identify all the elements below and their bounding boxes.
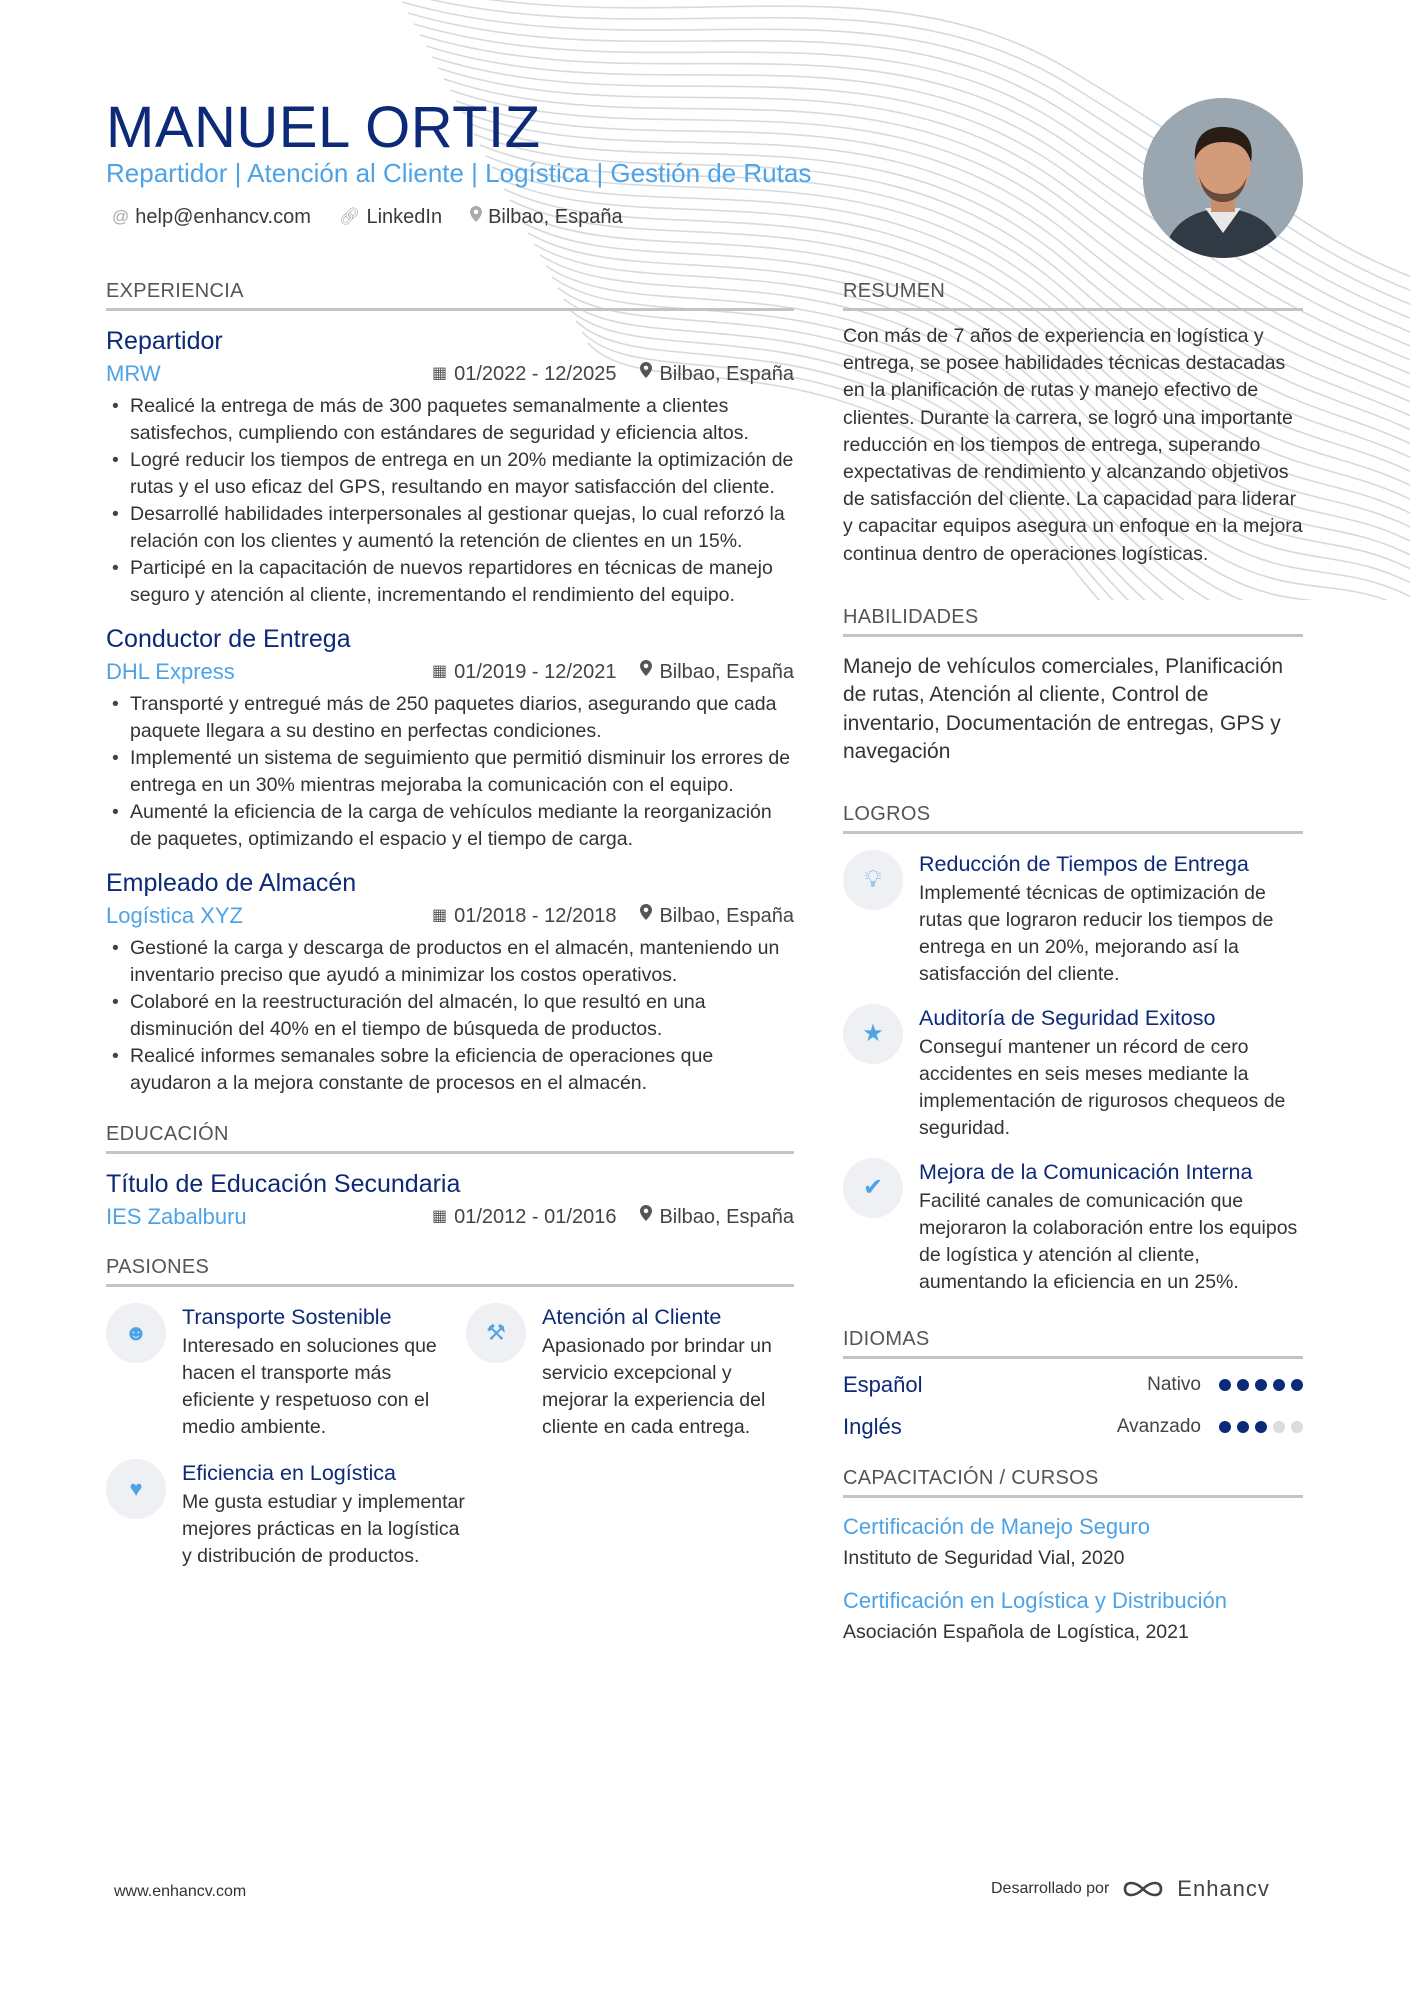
bullet-item: • Gestioné la carga y descarga de productos en el almacén, manteniendo un inventario preciso que ayudó a minimizar los costos operativos. [106, 935, 794, 989]
job-company: Logística XYZ [106, 903, 243, 928]
section-title-passions: PASIONES [106, 1254, 794, 1287]
achievement-desc: Conseguí mantener un récord de cero accidentes en seis meses mediante la implementación de rigurosos chequeos de seguridad. [919, 1035, 1286, 1139]
lightbulb-icon: 💡︎ [843, 850, 903, 910]
course-sub: Asociación Española de Logística, 2021 [843, 1620, 1189, 1643]
job-entry [106, 623, 794, 853]
section-title-experience: EXPERIENCIA [106, 278, 794, 311]
passion-title: Eficiencia en Logística [182, 1461, 396, 1485]
language-name: Español [843, 1371, 923, 1397]
candidate-name: MANUEL ORTIZ [106, 95, 541, 160]
right-column [843, 278, 1303, 1646]
passion-item [106, 1459, 466, 1570]
heart-icon: ♥ [106, 1459, 166, 1519]
achievement-item [843, 1158, 1303, 1296]
magic-wand-icon: ⚒ [466, 1303, 526, 1363]
contact-bar [112, 204, 623, 230]
skills-text: Manejo de vehículos comerciales, Planificación de rutas, Atención al cliente, Control de inventario, Documentación de entregas, GPS y navegación [843, 654, 1284, 764]
bullet-item: • Transporté y entregué más de 250 paquetes diarios, asegurando que cada paquete llegara a su destino en perfectas condiciones. [106, 691, 794, 745]
bullet-item: • Desarrollé habilidades interpersonales al gestionar quejas, lo cual reforzó la relación con los clientes y aumentó la retención de clientes en un 15%. [106, 501, 794, 555]
education-school: IES Zabalburu [106, 1204, 247, 1229]
passions-grid [106, 1303, 794, 1570]
footer-brand-name: Enhancv [1177, 1876, 1270, 1901]
education-degree: Título de Educación Secundaria [106, 1170, 461, 1198]
course-sub: Instituto de Seguridad Vial, 2020 [843, 1546, 1125, 1569]
language-level: Nativo [1147, 1373, 1201, 1395]
achievement-desc: Facilité canales de comunicación que mejoraron la colaboración entre los equipos de logística y atención al cliente, aumentando la eficiencia en un 25%. [919, 1189, 1298, 1293]
job-location: Bilbao, España [659, 661, 794, 683]
star-icon: ★ [843, 1004, 903, 1064]
passion-desc: Apasionado por brindar un servicio excepcional y mejorar la experiencia del cliente en cada entrega. [542, 1335, 772, 1438]
rating-dot [1273, 1379, 1285, 1391]
course-title: Certificación en Logística y Distribución [843, 1587, 1227, 1613]
language-name: Inglés [843, 1413, 902, 1439]
job-entry [106, 325, 794, 609]
location-icon [640, 359, 652, 389]
language-rating [1219, 1421, 1303, 1433]
section-title-education: EDUCACIÓN [106, 1121, 794, 1154]
leaf-head-icon: ☻ [106, 1303, 166, 1363]
left-column [106, 278, 794, 1570]
job-bullets [106, 393, 794, 609]
section-title-skills: HABILIDADES [843, 604, 1303, 637]
job-location: Bilbao, España [659, 363, 794, 385]
rating-dot [1255, 1421, 1267, 1433]
enhancv-logo-icon [1121, 1877, 1165, 1901]
contact-location-text: Bilbao, España [488, 206, 623, 228]
rating-dot [1219, 1421, 1231, 1433]
course-item [843, 1512, 1303, 1572]
achievement-title: Auditoría de Seguridad Exitoso [919, 1005, 1216, 1030]
profile-photo [1143, 98, 1303, 258]
job-entry [106, 867, 794, 1097]
location-icon [640, 1202, 652, 1232]
check-icon: ✔ [843, 1158, 903, 1218]
passion-title: Transporte Sostenible [182, 1305, 392, 1329]
job-location: Bilbao, España [659, 905, 794, 927]
rating-dot [1291, 1421, 1303, 1433]
calendar-icon: ▦ [431, 663, 448, 680]
location-icon [470, 204, 482, 230]
contact-location [470, 204, 623, 230]
job-dates: 01/2018 - 12/2018 [454, 905, 617, 927]
passion-item [106, 1303, 466, 1441]
section-title-summary: RESUMEN [843, 278, 1303, 311]
rating-dot [1219, 1379, 1231, 1391]
footer-powered-by: Desarrollado por [991, 1880, 1110, 1897]
section-title-languages: IDIOMAS [843, 1326, 1303, 1359]
language-rating [1219, 1379, 1303, 1391]
calendar-icon: ▦ [431, 365, 448, 382]
passion-desc: Me gusta estudiar y implementar mejores prácticas en la logística y distribución de productos. [182, 1491, 465, 1567]
achievement-desc: Implementé técnicas de optimización de rutas que lograron reducir los tiempos de entrega en un 20%, mejorando así la satisfacción del cliente. [919, 881, 1274, 985]
location-icon [640, 901, 652, 931]
achievement-item [843, 1004, 1303, 1142]
link-icon: 🔗︎ [338, 207, 361, 226]
contact-email-text: help@enhancv.com [135, 206, 311, 228]
contact-linkedin-text: LinkedIn [366, 206, 443, 228]
job-bullets [106, 935, 794, 1097]
bullet-item: • Implementé un sistema de seguimiento que permitió disminuir los errores de entrega en un 30% mientras mejoraba la comunicación con el equipo. [106, 745, 794, 799]
bullet-item: • Aumenté la eficiencia de la carga de vehículos mediante la reorganización de paquetes, optimizando el espacio y el tiempo de carga. [106, 799, 794, 853]
rating-dot [1291, 1379, 1303, 1391]
bullet-item: • Realicé la entrega de más de 300 paquetes semanalmente a clientes satisfechos, cumpliendo con estándares de seguridad y eficiencia altos. [106, 393, 794, 447]
job-dates: 01/2022 - 12/2025 [454, 363, 617, 385]
course-title: Certificación de Manejo Seguro [843, 1513, 1150, 1539]
footer-brand [991, 1876, 1270, 1902]
rating-dot [1255, 1379, 1267, 1391]
job-dates: 01/2019 - 12/2021 [454, 661, 617, 683]
bullet-item: • Colaboré en la reestructuración del almacén, lo que resultó en una disminución del 40% en el tiempo de búsqueda de productos. [106, 989, 794, 1043]
education-location: Bilbao, España [659, 1206, 794, 1228]
calendar-icon: ▦ [431, 907, 448, 924]
bullet-item: • Participé en la capacitación de nuevos repartidores en técnicas de manejo seguro y atención al cliente, incrementando el rendimiento del equipo. [106, 555, 794, 609]
passion-desc: Interesado en soluciones que hacen el transporte más eficiente y respetuoso con el medio ambiente. [182, 1335, 437, 1438]
location-icon [640, 657, 652, 687]
rating-dot [1237, 1421, 1249, 1433]
summary-text: Con más de 7 años de experiencia en logística y entrega, se posee habilidades técnicas destacadas en la planificación de rutas y manejo efectivo de clientes. Durante la carrera, se logró una importante reducción en los tiempos de entrega, superando expectativas de rendimiento y alcanzando objetivos de satisfacción del cliente. La capacidad para liderar y capacitar equipos asegura un enfoque en la mejora continua dentro de operaciones logísticas. [843, 325, 1303, 565]
education-dates: 01/2012 - 01/2016 [454, 1206, 617, 1228]
candidate-title: Repartidor | Atención al Cliente | Logística | Gestión de Rutas [106, 158, 812, 188]
job-role: Conductor de Entrega [106, 625, 351, 653]
achievement-title: Reducción de Tiempos de Entrega [919, 851, 1249, 876]
job-role: Repartidor [106, 327, 223, 355]
at-icon: @ [112, 207, 130, 226]
bullet-item: • Logré reducir los tiempos de entrega en un 20% mediante la optimización de rutas y el uso eficaz del GPS, resultando en mayor satisfacción del cliente. [106, 447, 794, 501]
achievement-title: Mejora de la Comunicación Interna [919, 1159, 1253, 1184]
language-row [843, 1411, 1303, 1443]
rating-dot [1273, 1421, 1285, 1433]
bullet-item: • Realicé informes semanales sobre la eficiencia de operaciones que ayudaron a la mejora constante de procesos en el almacén. [106, 1043, 794, 1097]
job-company: MRW [106, 361, 161, 386]
section-title-courses: CAPACITACIÓN / CURSOS [843, 1465, 1303, 1498]
passion-title: Atención al Cliente [542, 1305, 722, 1329]
language-level: Avanzado [1116, 1415, 1201, 1437]
calendar-icon: ▦ [431, 1208, 448, 1225]
contact-linkedin[interactable] [339, 204, 442, 230]
job-role: Empleado de Almacén [106, 869, 357, 897]
contact-email[interactable] [112, 204, 311, 230]
passion-item [466, 1303, 794, 1441]
language-row [843, 1369, 1303, 1401]
section-title-achievements: LOGROS [843, 801, 1303, 834]
achievement-item [843, 850, 1303, 988]
job-company: DHL Express [106, 659, 235, 684]
course-item [843, 1586, 1303, 1646]
rating-dot [1237, 1379, 1249, 1391]
footer-website[interactable]: www.enhancv.com [114, 1883, 247, 1900]
job-bullets [106, 691, 794, 853]
